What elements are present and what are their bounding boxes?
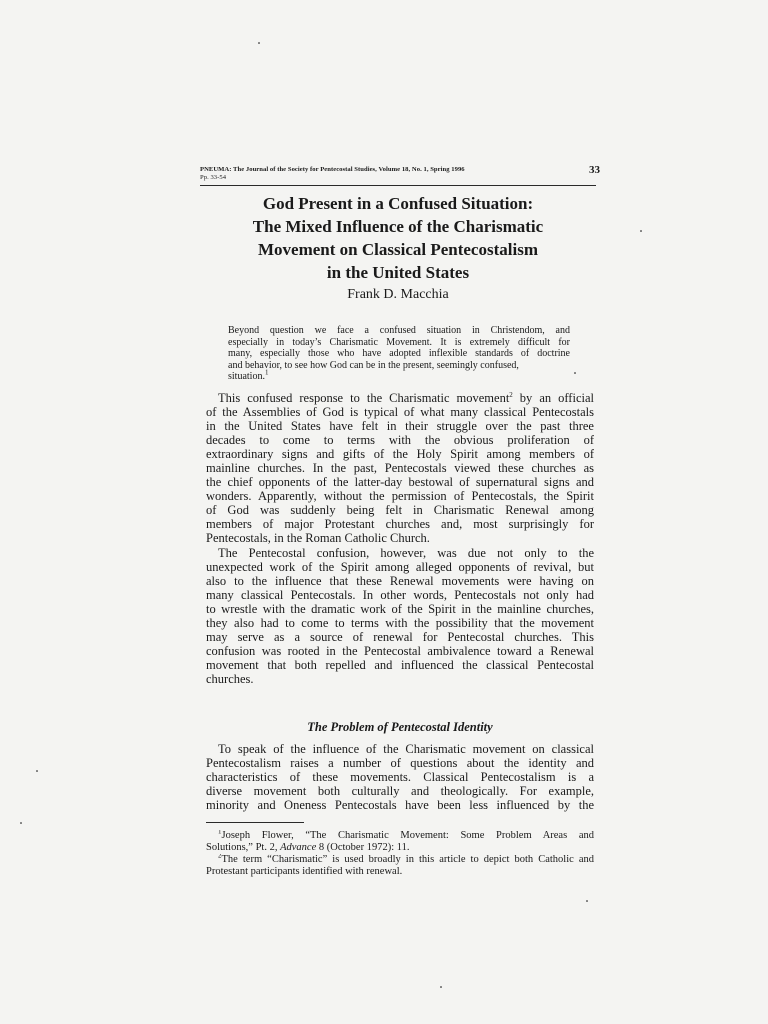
body-line: in the United States have felt in their struggle over the past three: [206, 419, 594, 434]
footnote-line: [206, 830, 594, 842]
article-title: [200, 192, 596, 284]
epigraph-line: many, especially those who have adopted inflexible standards of doctrine: [228, 348, 570, 359]
title-line: Movement on Classical Pentecostalism: [258, 240, 538, 259]
body-line: they also had to come to terms with the possibility that the movement: [206, 615, 594, 630]
body-line: Pentecostalism raises a number of questions about the identity and: [206, 756, 594, 771]
body-line: members of major Protestant churches and, most surprisingly for: [206, 517, 594, 532]
body-line: also to the influence that these Renewal movements were having on: [206, 573, 594, 588]
footnote-line: [206, 854, 594, 866]
body-line: may serve as a source of renewal for Pentecostal churches. This: [206, 629, 594, 644]
body-text: This confused response to the Charismatic movement: [218, 391, 510, 405]
body-line: extraordinary signs and gifts of the Holy Spirit among members of: [206, 447, 594, 462]
body-line: movement that both repelled and influenced the classical Pentecostal: [206, 657, 594, 672]
epigraph-line-last: [228, 368, 570, 383]
body-line: of God was suddenly being felt in Charismatic Renewal among: [206, 503, 594, 518]
body-line: Pentecostals, in the Roman Catholic Church.: [206, 531, 430, 546]
epigraph-line: and behavior, to see how God can be in the present, seemingly confused,: [228, 359, 519, 371]
title-line: in the United States: [326, 263, 470, 282]
page-range: Pp. 33-54: [200, 174, 227, 181]
footnote-number: 2: [218, 854, 222, 860]
scan-speck: [258, 42, 260, 44]
body-line: The Pentecostal confusion, however, was due not only to the: [218, 545, 594, 560]
footnote-marker: 2: [509, 391, 513, 399]
footnote-text: Joseph Flower, “The Charismatic Movement: Some Problem Areas and: [221, 830, 594, 841]
footnote-line: Protestant participants identified with renewal.: [206, 866, 403, 877]
epigraph-line: especially in today’s Charismatic Movement. It is extremely difficult for: [228, 336, 570, 348]
body-line: of the Assemblies of God is typical of what many classical Pentecostals: [206, 405, 594, 420]
body-text: by an official: [512, 391, 594, 405]
body-line: many classical Pentecostals. In other words, Pentecostals not only had: [206, 587, 594, 602]
body-line: decades to come to terms with the obvious proliferation of: [206, 433, 594, 448]
author-name: Frank D. Macchia: [347, 287, 449, 302]
scan-speck: [640, 230, 642, 232]
epigraph-quote: [228, 325, 570, 383]
body-line: minority and Oneness Pentecostals have been less influenced by the: [206, 798, 594, 813]
page-number: 33: [589, 164, 600, 176]
scan-speck: [36, 770, 38, 772]
paragraph: [206, 546, 594, 686]
body-line: confusion was rooted in the Pentecostal ambivalence toward a Renewal: [206, 643, 594, 658]
epigraph-text: situation.: [228, 371, 265, 382]
footnote-text: The term “Charismatic” is used broadly in this article to depict both Catholic and: [221, 854, 594, 865]
header-rule: [200, 185, 596, 186]
footnotes: [206, 830, 594, 878]
body-line: characteristics of these movements. Classical Pentecostalism is a: [206, 770, 594, 785]
footnote-marker: 1: [264, 368, 269, 377]
running-head: [200, 166, 596, 182]
body-line: churches.: [206, 671, 254, 686]
journal-citation: PNEUMA: The Journal of the Society for Pentecostal Studies, Volume 18, No. 1, Spring 1996: [200, 166, 465, 173]
title-line: The Mixed Influence of the Charismatic: [252, 217, 544, 236]
section-heading: The Problem of Pentecostal Identity: [307, 720, 493, 734]
paragraph: [206, 742, 594, 812]
footnote-number: 1: [218, 830, 222, 836]
footnote-journal-title: Advance: [280, 842, 317, 853]
title-line: God Present in a Confused Situation:: [262, 194, 534, 213]
body-line: To speak of the influence of the Charismatic movement on classical: [218, 742, 594, 756]
paragraph: [206, 391, 594, 546]
scan-speck: [574, 372, 576, 374]
body-line: wonders. Apparently, without the permission of Pentecostals, the Spirit: [206, 489, 594, 504]
body-line: [206, 391, 594, 405]
body-line: mainline churches. In the past, Pentecostals viewed these churches as: [206, 461, 594, 476]
footnote-line: [206, 842, 594, 854]
article-body: [206, 391, 594, 686]
footnote-text: Solutions,” Pt. 2,: [206, 842, 281, 853]
scan-speck: [586, 900, 588, 902]
scan-speck: [440, 986, 442, 988]
body-line: diverse movement both culturally and theologically. For example,: [206, 784, 594, 799]
epigraph-line: Beyond question we face a confused situation in Christendom, and: [228, 325, 570, 336]
scan-speck: [20, 822, 22, 824]
body-line: unexpected work of the Spirit among alleged opponents of revival, but: [206, 559, 594, 574]
footnote-text: 8 (October 1972): 11.: [316, 842, 410, 853]
article-body-continued: [206, 742, 594, 812]
footnote-rule: [206, 822, 304, 823]
body-line: the chief opponents of the latter-day bestowal of supernatural signs and: [206, 475, 594, 490]
body-line: to wrestle with the dramatic work of the Spirit in the mainline churches,: [206, 601, 594, 616]
